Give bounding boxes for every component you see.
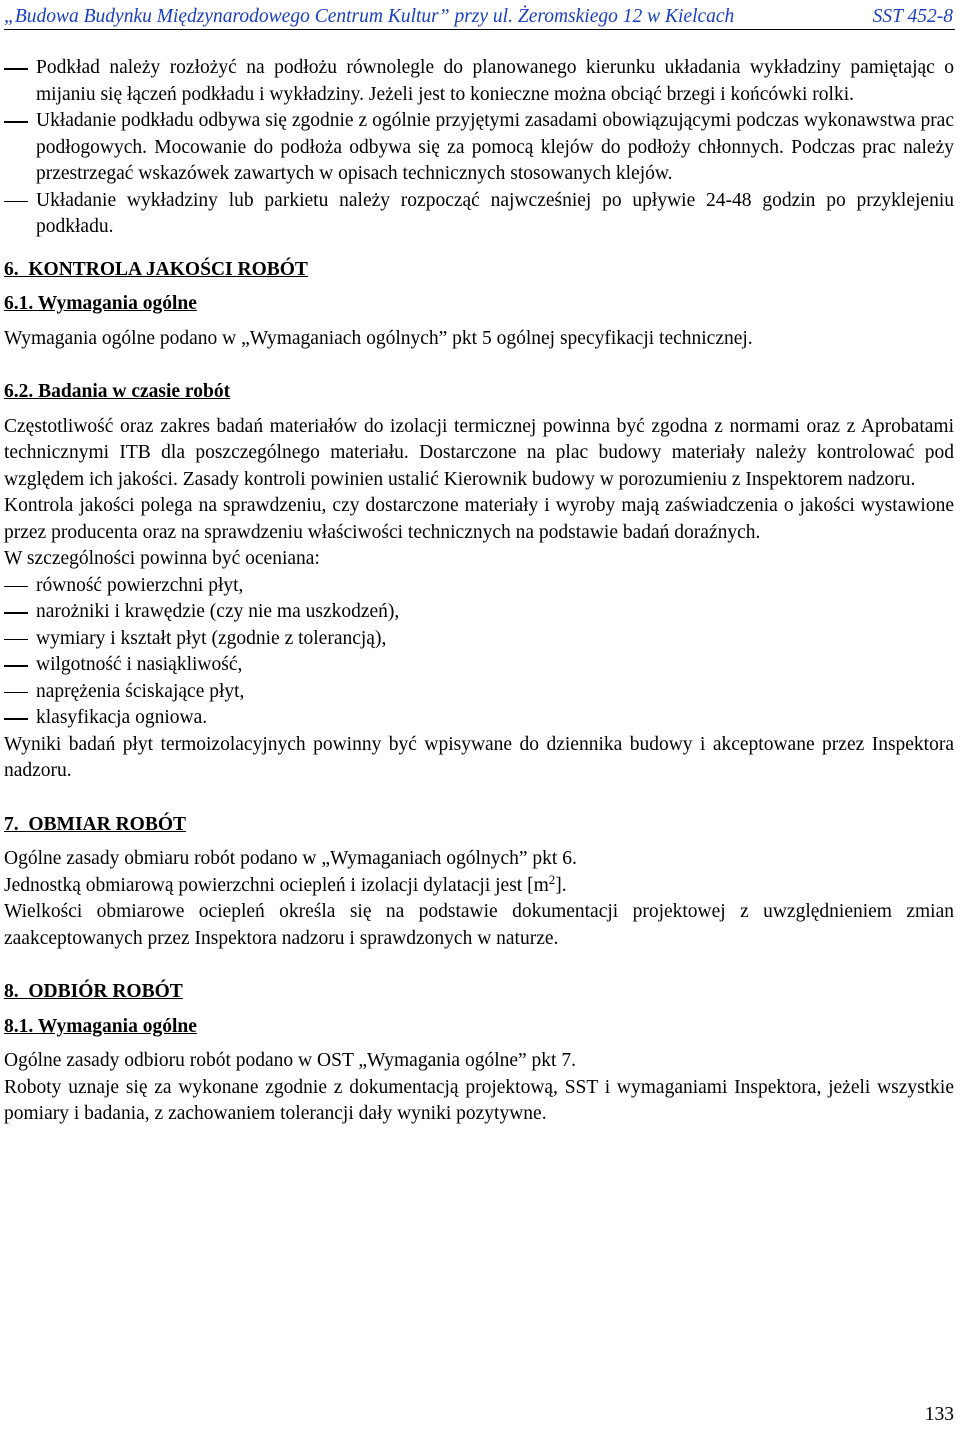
list-item: wymiary i kształt płyt (zgodnie z tolerancją), (4, 626, 954, 653)
list-item: wilgotność i nasiąkliwość, (4, 652, 954, 679)
paragraph: Roboty uznaje się za wykonane zgodnie z dokumentacją projektową, SST i wymaganiami Inspektora, jeżeli wszystkie pomiary i badania, z zachowaniem tolerancji dały wyniki pozytywne. (4, 1076, 954, 1124)
paragraph: W szczególności powinna być oceniana: (4, 548, 320, 569)
list-item: klasyfikacja ogniowa. (4, 705, 954, 732)
section-heading-8: 8. ODBIÓR ROBÓT (4, 981, 183, 1002)
list-item: równość powierzchni płyt, (4, 573, 954, 600)
paragraph: Wielkości obmiarowe ociepleń określa się na podstawie dokumentacji projektowej z uwzględnieniem zmian zaakceptowanych przez Inspektora nadzoru i sprawdzonych w naturze. (4, 901, 954, 949)
list-item: Układanie podkładu odbywa się zgodnie z ogólnie przyjętymi zasadami obowiązującymi podczas wykonawstwa prac podłogowych. Mocowanie do podłoża odbywa się za pomocą klejów do podłoży chłonnych. Podczas prac należy przestrzegać wskazówek zawartych w opisach technicznych stosowanych klejów. (4, 108, 954, 188)
section-heading-7: 7. OBMIAR ROBÓT (4, 813, 187, 835)
paragraph: Ogólne zasady odbioru robót podano w OST „Wymagania ogólne” pkt 7. (4, 1050, 576, 1071)
header-doc-code: SST 452-8 (872, 6, 953, 27)
header-title: „Budowa Budynku Międzynarodowego Centrum Kultur” przy ul. Żeromskiego 12 w Kielcach (4, 6, 735, 27)
page-number: 133 (924, 1404, 954, 1425)
paragraph: Kontrola jakości polega na sprawdzeniu, czy dostarczone materiały i wyroby mają zaświadczenia o jakości wystawione przez producenta oraz na sprawdzeniu właściwości technicznych na podstawie badań doraźnych. (4, 495, 954, 543)
document-body (4, 55, 954, 1128)
paragraph: Częstotliwość oraz zakres badań materiałów do izolacji termicznej powinna być zgodna z normami oraz z Aprobatami technicznymi ITB dla poszczególnego materiału. Dostarczone na plac budowy materiały należy kontrolować pod względem ich jakości. Zasady kontroli powinien ustalić Kierownik budowy w porozumieniu z Inspektorem nadzoru. (4, 415, 954, 490)
subsection-heading-6-2: 6.2. Badania w czasie robót (4, 381, 231, 402)
paragraph: Ogólne zasady obmiaru robót podano w „Wymaganiach ogólnych” pkt 6. (4, 848, 577, 869)
list-item: naprężenia ściskające płyt, (4, 679, 954, 706)
section-heading-6: 6. KONTROLA JAKOŚCI ROBÓT (4, 258, 308, 280)
list-item: Podkład należy rozłożyć na podłożu równolegle do planowanego kierunku układania wykładziny pamiętając o mijaniu się łączeń podkładu i wykładziny. Jeżeli jest to konieczne można obciąć brzegi i końcówki rolki. (4, 55, 954, 108)
paragraph: Jednostką obmiarową powierzchni ociepleń i izolacji dylatacji jest $[m^2]$. (4, 871, 567, 896)
paragraph: Wyniki badań płyt termoizolacyjnych powinny być wpisywane do dziennika budowy i akceptowane przez Inspektora nadzoru. (4, 733, 954, 781)
page-header (4, 2, 955, 30)
list-item: narożniki i krawędzie (czy nie ma uszkodzeń), (4, 599, 954, 626)
subsection-heading-8-1: 8.1. Wymagania ogólne (4, 1015, 197, 1037)
subsection-heading-6-1: 6.1. Wymagania ogólne (4, 293, 197, 314)
list-item: Układanie wykładziny lub parkietu należy rozpocząć najwcześniej po upływie 24-48 godzin po przyklejeniu podkładu. (4, 188, 954, 241)
paragraph: Wymagania ogólne podano w „Wymaganiach ogólnych” pkt 5 ogólnej specyfikacji technicznej. (4, 327, 753, 349)
